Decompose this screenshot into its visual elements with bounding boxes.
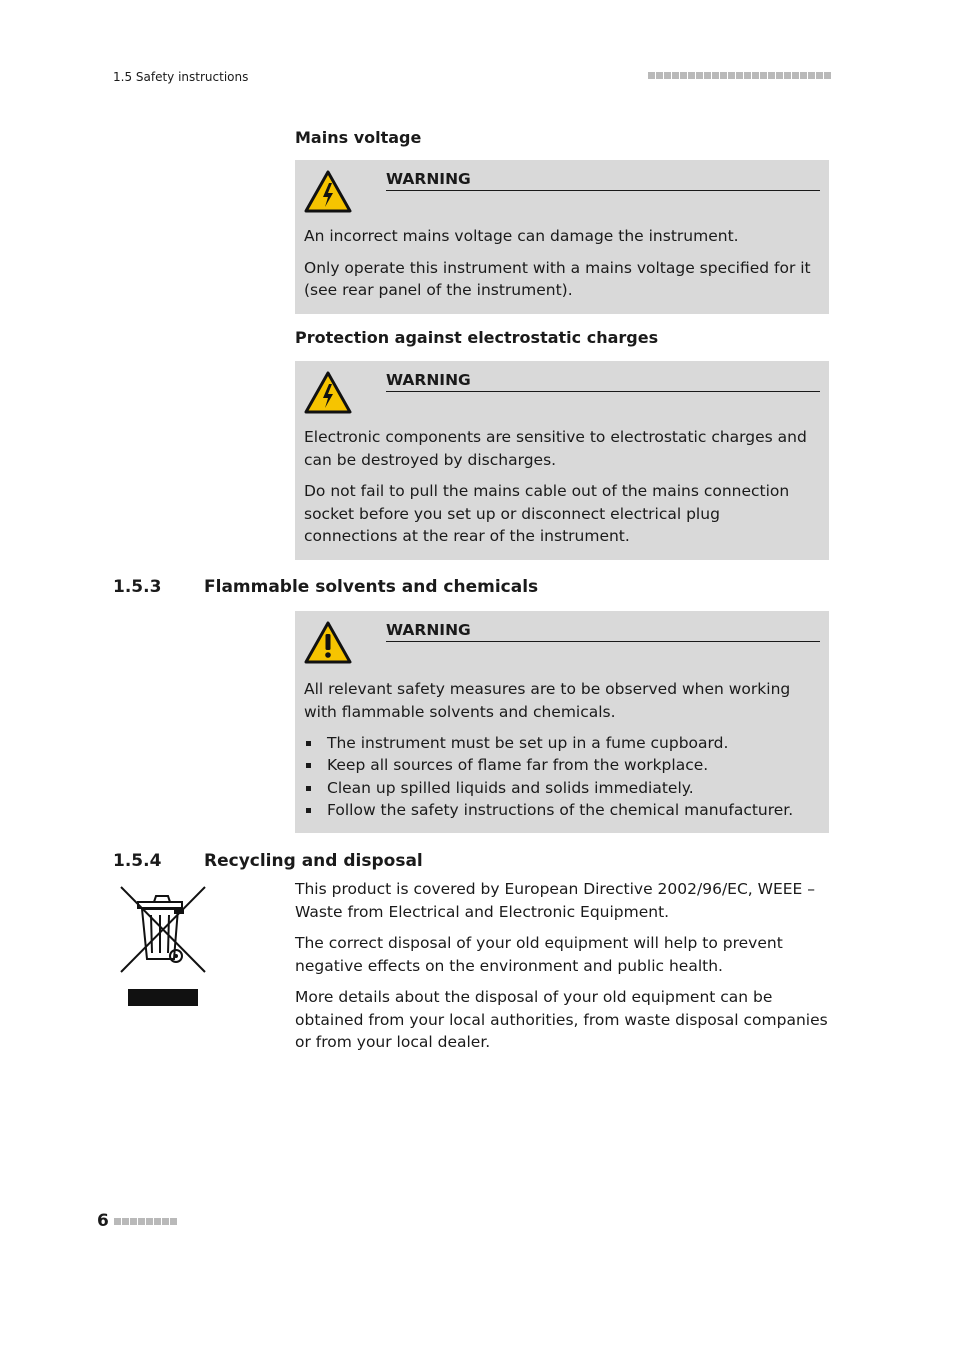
high-voltage-warning-icon — [304, 371, 352, 414]
list-item: Keep all sources of flame far from the workplace. — [304, 754, 817, 776]
header-decoration — [648, 72, 831, 79]
paragraph: Do not fail to pull the mains cable out of the mains connection socket before you set up or disconnect electrical plug connections at the rear of the instrument. — [304, 482, 790, 545]
crossed-out-wheelie-bin-icon — [118, 885, 208, 1010]
paragraph: More details about the disposal of your old equipment can be obtained from your local authorities, from waste disposal companies or from your local dealer. — [295, 988, 828, 1051]
electrostatic-warning-box — [295, 361, 829, 560]
recycling-text — [295, 878, 829, 1063]
paragraph: An incorrect mains voltage can damage the instrument. — [304, 227, 739, 245]
warning-label: WARNING — [386, 620, 820, 642]
list-item: Follow the safety instructions of the chemical manufacturer. — [304, 799, 817, 821]
bullet-list — [304, 732, 817, 821]
warning-label: WARNING — [386, 370, 820, 392]
paragraph: Only operate this instrument with a mains voltage specified for it (see rear panel of the instrument). — [304, 258, 811, 299]
paragraph: The correct disposal of your old equipment will help to prevent negative effects on the environment and public health. — [295, 934, 783, 975]
section-title: Recycling and disposal — [204, 851, 423, 871]
exclamation-warning-icon — [304, 621, 352, 664]
section-title: Flammable solvents and chemicals — [204, 577, 539, 597]
warning-text — [304, 225, 817, 311]
list-item: Clean up spilled liquids and solids immediately. — [304, 777, 817, 799]
high-voltage-warning-icon — [304, 170, 352, 213]
mains-voltage-warning-box — [295, 160, 829, 314]
electrostatic-heading: Protection against electrostatic charges — [295, 328, 659, 347]
warning-text — [304, 426, 817, 557]
paragraph: This product is covered by European Directive 2002/96/EC, WEEE – Waste from Electrical and Electronic Equipment. — [295, 880, 816, 921]
flammable-warning-box — [295, 611, 829, 833]
paragraph: All relevant safety measures are to be observed when working with flammable solvents and chemicals. — [304, 680, 791, 721]
paragraph: Electronic components are sensitive to electrostatic charges and can be destroyed by discharges. — [304, 428, 807, 469]
running-header: 1.5 Safety instructions — [113, 70, 249, 84]
page-number: 6 — [97, 1211, 109, 1231]
footer-decoration — [114, 1218, 177, 1225]
warning-label: WARNING — [386, 169, 820, 191]
section-number: 1.5.3 — [113, 577, 162, 597]
list-item: The instrument must be set up in a fume cupboard. — [304, 732, 817, 754]
mains-voltage-heading: Mains voltage — [295, 128, 422, 147]
section-number: 1.5.4 — [113, 851, 162, 871]
warning-text — [304, 678, 817, 821]
